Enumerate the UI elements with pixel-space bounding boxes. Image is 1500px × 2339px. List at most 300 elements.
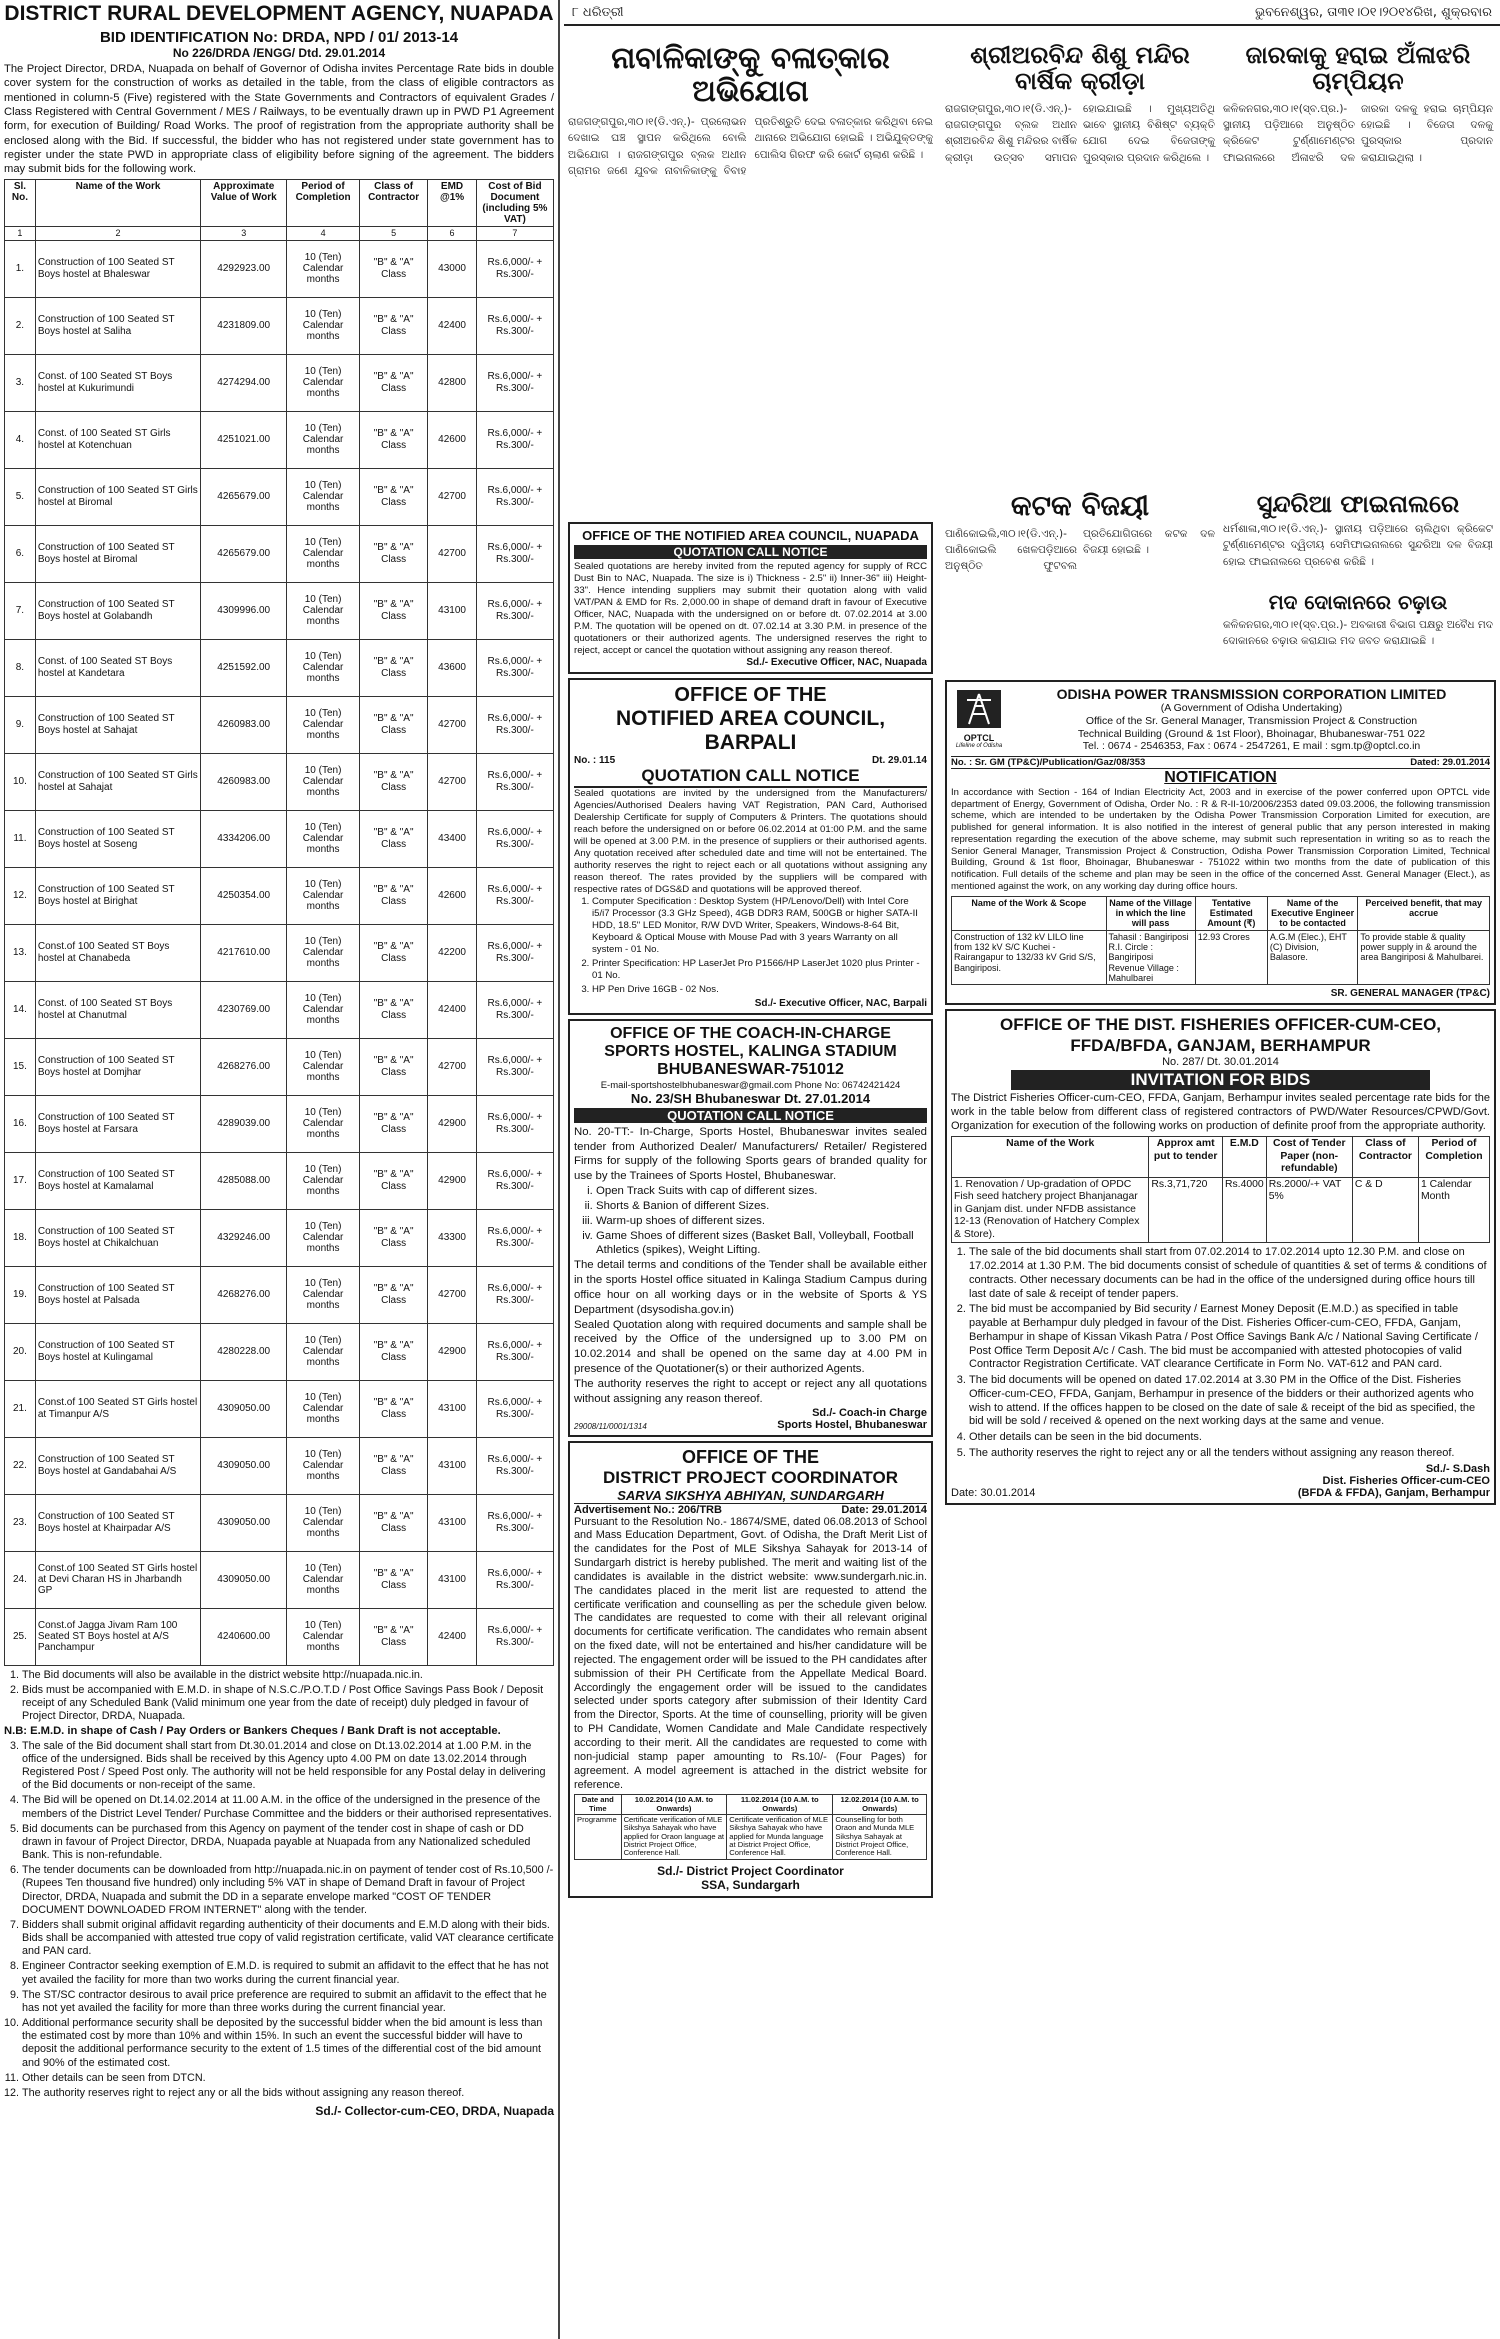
table-cell: Construction of 100 Seated ST Boys hostel at Domjhar bbox=[35, 1038, 200, 1095]
table-cell: "B" & "A" Class bbox=[359, 297, 427, 354]
table-cell: 4240600.00 bbox=[201, 1608, 287, 1665]
table-cell: Rs.6,000/- + Rs.300/- bbox=[476, 354, 553, 411]
table-colnum-cell: 7 bbox=[476, 227, 553, 240]
table-row bbox=[5, 1209, 554, 1266]
table-cell: Tahasil : Bangiriposi R.I. Circle : Bangiriposi Revenue Village : Mahulbarei bbox=[1106, 930, 1195, 985]
fish-notes bbox=[951, 1246, 1490, 1460]
table-cell: Construction of 100 Seated ST Girls hostel at Biromal bbox=[35, 468, 200, 525]
table-cell: 4289039.00 bbox=[201, 1095, 287, 1152]
table-cell: Rs.6,000/- + Rs.300/- bbox=[476, 867, 553, 924]
table-cell: Construction of 100 Seated ST Boys hostel at Birighat bbox=[35, 867, 200, 924]
table-cell: 10 (Ten) Calendar months bbox=[287, 468, 360, 525]
table-cell: Rs.6,000/- + Rs.300/- bbox=[476, 1209, 553, 1266]
table-cell: 10 (Ten) Calendar months bbox=[287, 1038, 360, 1095]
table-cell: 19. bbox=[5, 1266, 36, 1323]
fisheries-notice bbox=[945, 1009, 1496, 1504]
table-cell: 13. bbox=[5, 924, 36, 981]
table-cell: 43300 bbox=[428, 1209, 477, 1266]
table-cell: Rs.6,000/- + Rs.300/- bbox=[476, 1323, 553, 1380]
table-cell: 4217610.00 bbox=[201, 924, 287, 981]
drda-title: DISTRICT RURAL DEVELOPMENT AGENCY, NUAPADA bbox=[4, 2, 554, 25]
table-cell: 4268276.00 bbox=[201, 1038, 287, 1095]
news-headline-school-sports: ଶ୍ରୀଅରବିନ୍ଦ ଶିଶୁ ମନ୍ଦିର ବାର୍ଷିକ କ୍ରୀଡ଼ା bbox=[970, 41, 1190, 96]
table-header-cell: Class of Contractor bbox=[359, 179, 427, 227]
table-cell: 42900 bbox=[428, 1323, 477, 1380]
table-cell: Tentative Estimated Amount (₹) bbox=[1195, 896, 1267, 930]
table-cell: 43600 bbox=[428, 639, 477, 696]
nac-barpali-no: No. : 115 bbox=[574, 754, 616, 766]
table-cell: Rs.6,000/- + Rs.300/- bbox=[476, 468, 553, 525]
table-cell: 42600 bbox=[428, 411, 477, 468]
table-cell: 8. bbox=[5, 639, 36, 696]
table-cell: Rs.6,000/- + Rs.300/- bbox=[476, 582, 553, 639]
table-cell: Cost of Tender Paper (non-refundable) bbox=[1266, 1137, 1352, 1177]
table-cell: Name of the Village in which the line will pass bbox=[1106, 896, 1195, 930]
optcl-logo-tagline: Lifeline of Odisha bbox=[955, 742, 1003, 749]
table-cell: 4334206.00 bbox=[201, 810, 287, 867]
sports-sign2: Sports Hostel, Bhubaneswar bbox=[777, 1418, 927, 1431]
table-cell: Const.of 100 Seated ST Girls hostel at Timanpur A/S bbox=[35, 1380, 200, 1437]
fish-title2: FFDA/BFDA, GANJAM, BERHAMPUR bbox=[1070, 1035, 1371, 1055]
table-cell: Const. of 100 Seated ST Girls hostel at Kotenchuan bbox=[35, 411, 200, 468]
table-cell: 12.93 Crores bbox=[1195, 930, 1267, 985]
sports-title2: SPORTS HOSTEL, KALINGA STADIUM bbox=[604, 1043, 897, 1060]
table-colnum-cell: 1 bbox=[5, 227, 36, 240]
table-colnum-row bbox=[5, 227, 554, 240]
table-cell: Approx amt put to tender bbox=[1149, 1137, 1223, 1177]
table-cell: Rs.6,000/- + Rs.300/- bbox=[476, 1095, 553, 1152]
list-item: 5. Bid documents can be purchased from this Agency on payment of the tender cost in shape of cash or DD drawn in favour of Project Director, DRDA, Nuapada payable at Nuapada from any Nationalized scheduled Bank. This is non-refundable. bbox=[22, 1823, 554, 1863]
table-cell: 5. bbox=[5, 468, 36, 525]
optcl-dated: Dated: 29.01.2014 bbox=[1410, 756, 1490, 768]
table-cell: 42700 bbox=[428, 1038, 477, 1095]
table-cell: Rs.6,000/- + Rs.300/- bbox=[476, 1152, 553, 1209]
table-cell: Construction of 100 Seated ST Boys hostel at Khairpadar A/S bbox=[35, 1494, 200, 1551]
table-cell: 4265679.00 bbox=[201, 468, 287, 525]
table-cell: 10.02.2014 (10 A.M. to Onwards) bbox=[621, 1795, 727, 1815]
table-header-row bbox=[5, 179, 554, 227]
drda-tender-notice bbox=[0, 0, 560, 2339]
list-item: 10. Additional performance security shall be deposited by the successful bidder when the bid amount is less than the estimated cost by more than 10% and within 15%. In such an event the successful bidder will have to deposit the additional performance security to the extent of 1.5 times of the differential cost of the bid amount and 90% of the estimated cost. bbox=[22, 2017, 554, 2070]
nac-nuapada-sign: Sd./- Executive Officer, NAC, Nuapada bbox=[746, 656, 927, 668]
table-cell: 42700 bbox=[428, 696, 477, 753]
nac-nuapada-notice bbox=[568, 522, 933, 674]
drda-intro: The Project Director, DRDA, Nuapada on behalf of Governor of Odisha invites Percentage Rate bids in double cover system for the construction of works as detailed in the table, from the class of eligible contractors as mentioned in column-5 (Five) registered with the State Governments and Contractors of equivalent Grades / Class Registered with Central Government / MES / Railways, to be eventually drawn up in PWD P1 Agreement form, for execution of Building/ Road Works. The proof of registration from the appropriate authority shall be enclosed along with the Bid. If successful, the bidder who has not registered under state government has to register under the state PWD in appropriate class of eligibility before signing of the agreement. The bidders may submit bids for the following work. bbox=[4, 63, 554, 176]
table-cell: "B" & "A" Class bbox=[359, 810, 427, 867]
news-body-rape: ରାଜଗଙ୍ଗପୁର,୩୦।୧(ଡି.ଏନ୍.)- ପ୍ରଲୋଭନ ଦେଖାଇ ଘଞ୍ଚ ସ୍ଥାପନ କରିଥିଲେ ବୋଲି ଅଭିଯୋଗ । ରାଜଗଙ୍ଗପୁର ବ୍ଲକ ଅଧୀନ ଗ୍ରାମର ଜଣେ ଯୁବକ ନାବାଳିକାଙ୍କୁ ବିବାହ ପ୍ରତିଶ୍ରୁତି ଦେଇ ବଳାତ୍କାର କରିଥିବା ନେଇ ଥାନାରେ ଅଭିଯୋଗ ହୋଇଛି । ଅଭିଯୁକ୍ତଙ୍କୁ ପୋଲିସ ଗିରଫ କରି କୋର୍ଟ ଚାଲାଣ କରିଛି । bbox=[568, 116, 933, 177]
table-cell: 4292923.00 bbox=[201, 240, 287, 297]
fish-sign3: (BFDA & FFDA), Ganjam, Berhampur bbox=[1297, 1486, 1490, 1499]
table-cell: 20. bbox=[5, 1323, 36, 1380]
table-cell: Rs.6,000/- + Rs.300/- bbox=[476, 1380, 553, 1437]
optcl-table-row bbox=[952, 930, 1490, 985]
table-cell: "B" & "A" Class bbox=[359, 240, 427, 297]
list-item: ii. Shorts & Banion of different Sizes. bbox=[596, 1199, 927, 1214]
table-cell: 10 (Ten) Calendar months bbox=[287, 1380, 360, 1437]
table-cell: Const.of Jagga Jivam Ram 100 Seated ST Boys hostel at A/S Panchampur bbox=[35, 1608, 200, 1665]
table-cell: Construction of 100 Seated ST Boys hostel at Palsada bbox=[35, 1266, 200, 1323]
sports-ref: No. 23/SH Bhubaneswar Dt. 27.01.2014 bbox=[630, 1090, 871, 1106]
table-cell: 2. bbox=[5, 297, 36, 354]
sports-body3: Sealed Quotation along with required documents and sample shall be received by the Office of the undersigned up to 3.00 PM on 10.02.2014 and shall be opened on the same day at 4.00 PM in presence of the Quotationer(s) or their authorized Agents. bbox=[574, 1318, 927, 1376]
table-cell: Rs.6,000/- + Rs.300/- bbox=[476, 525, 553, 582]
sports-sign1: Sd./- Coach-in Charge bbox=[812, 1406, 927, 1419]
optcl-sub: (A Government of Odisha Undertaking) bbox=[1160, 702, 1343, 715]
table-cell: 15. bbox=[5, 1038, 36, 1095]
optcl-title: ODISHA POWER TRANSMISSION CORPORATION LIMITED bbox=[1056, 685, 1447, 702]
table-cell: 7. bbox=[5, 582, 36, 639]
optcl-body: In accordance with Section - 164 of Indian Electricity Act, 2003 and in exercise of the power conferred upon OPTCL vide department of Energy, Government of Odisha, Order No. : R & R-II-10/2006/2353 dated 09.03.2006, the following transmission scheme, which are intended to be undertaken by the Odisha Power Transmission Corporation Limited for execution, are published for general information. It is also notified in the interest of general public that any person interested in making representation regarding the execution of the above scheme, may submit such representation in writing so as to reach the Senior General Manager, Transmission Project & Construction, Odisha Power Transmission Corporation Limited, Technical Building, Ground & 1st floor, Bhoinagar, Bhubaneswar - 751022 within two months from the date of publication of this notification. Full details of the scheme and plan may be seen in the office of the concerned Asst. General Manager (Elect.), as mentioned against the work, on any working day during office hours. bbox=[951, 786, 1490, 892]
table-cell: 11. bbox=[5, 810, 36, 867]
table-cell: 4251021.00 bbox=[201, 411, 287, 468]
table-cell: Construction of 132 kV LILO line from 132 kV S/C Kuchei - Rairangapur to 132/33 kV Grid S/S, Bangiriposi. bbox=[952, 930, 1107, 985]
dpc-body: Pursuant to the Resolution No.- 18674/SME, dated 06.08.2013 of School and Mass Education Department, Govt. of Odisha, the Draft Merit List of the candidates for the Post of MLE Sikshya Sahayak for 2013-14 of Sundargarh district is hereby published. The merit and waiting list of the candidates is available in the district website: www.sundergarh.nic.in. The candidates placed in the merit list are requested to attend the certificate verification and counselling as per the schedule given below. The candidates are requested to come with their all relevant original documents for certificate verification. The candidates who remain absent on the fixed date, will not be entertained and his/her candidature will be rejected. The engagement order will be issued to the PH candidates after submission of their PH Certificate from the Appellate Medical Board. Accordingly the engagement order will be issued to the candidates selected under sports category after submission of their Identity Card from the Director, Sports. At the time of counselling, priority will be given to PH Candidate, Women Candidate and Male Candidate respectively according to their merit. All the candidates are requested to come with non-judicial stamp paper amounting to Rs.10/- (Four Pages) for agreement. A model agreement is attached in the district website for reference. bbox=[574, 1515, 927, 1791]
table-cell: 10 (Ten) Calendar months bbox=[287, 411, 360, 468]
fish-date: Date: 30.01.2014 bbox=[951, 1486, 1036, 1499]
list-item: 3. The bid documents will be opened on dated 17.02.2014 at 3.30 PM in the Office of the Dist. Fisheries Officer-cum-CEO, FFDA, Ganjam, Berhampur in presence of the bidders or their authorized agents who wish to attend. If the offices happen to be closed on the date of sale & receipt of the bid as specified, the bid will be sold / received & opened on the next working days at the same and venue. bbox=[969, 1374, 1490, 1429]
news-headline-liquor: ମଦ ଦୋକାନରେ ଚଢ଼ାଉ bbox=[1268, 590, 1448, 615]
nac-barpali-dt: Dt. 29.01.14 bbox=[871, 754, 927, 766]
optcl-no: No. : Sr. GM (TP&C)/Publication/Gaz/08/353 bbox=[951, 756, 1146, 768]
table-cell: A.G.M (Elec.), EHT (C) Division, Balasore. bbox=[1267, 930, 1358, 985]
fish-sign1: Sd./- S.Dash bbox=[1425, 1462, 1490, 1475]
table-cell: Counselling for both Oraon and Munda MLE Sikshya Sahayak at District Project Office, Conference Hall. bbox=[833, 1815, 927, 1860]
table-cell: Construction of 100 Seated ST Girls hostel at Sahajat bbox=[35, 753, 200, 810]
nac-barpali-items bbox=[574, 896, 927, 996]
dpc-date: Date: 29.01.2014 bbox=[841, 1503, 927, 1516]
table-cell: 10 (Ten) Calendar months bbox=[287, 525, 360, 582]
table-cell: Programme bbox=[575, 1815, 622, 1860]
table-row bbox=[5, 1038, 554, 1095]
table-cell: 42900 bbox=[428, 1152, 477, 1209]
table-row bbox=[5, 354, 554, 411]
table-header-cell: Cost of Bid Document (including 5% VAT) bbox=[476, 179, 553, 227]
list-item: 4. The Bid will be opened on Dt.14.02.2014 at 11.00 A.M. in the office of the undersigned in the presence of the members of the District Level Tender/ Purchase Committee and the bidders or their authorised representatives. bbox=[22, 1794, 554, 1820]
table-cell: 43100 bbox=[428, 1551, 477, 1608]
nac-barpali-subtitle: QUOTATION CALL NOTICE bbox=[574, 766, 927, 788]
news-body-champion: କଳିକନଗର,୩୦।୧(ସ୍ବ.ପ୍ର.)- ସ୍ଥାନୀୟ ପଡ଼ିଆରେ ଅନୁଷ୍ଠିତ କ୍ରିକେଟ ଟୁର୍ଣ୍ଣାମେଣ୍ଟର ଫାଇନାଲରେ ଅଁଳାଝରି ଦଳ ଜାରକା ଦଳକୁ ହରାଇ ଚାମ୍ପିୟନ ହୋଇଛି । ବିଜେତା ଦଳକୁ ପୁରସ୍କାର ପ୍ରଦାନ କରାଯାଇଥିଲା । bbox=[1223, 102, 1493, 164]
list-item: 8. Engineer Contractor seeking exemption of E.M.D. is required to submit an affidavit to the effect that he has not yet availed the facility for more than two works during the current financial year. bbox=[22, 1960, 554, 1986]
table-cell: "B" & "A" Class bbox=[359, 1608, 427, 1665]
list-item: 1. The sale of the bid documents shall start from 07.02.2014 to 17.02.2014 upto 12.30 P.M. and close on 17.02.2014 at 1.30 P.M. The bid documents consist of schedule of quantities & set of terms & conditions of contracts. Other necessary documents can be had in the office of the undersigned during office hours till last date of sale & receipt of tender papers. bbox=[969, 1246, 1490, 1301]
table-cell: 43400 bbox=[428, 810, 477, 867]
table-cell: Rs.6,000/- + Rs.300/- bbox=[476, 924, 553, 981]
optcl-heading: NOTIFICATION bbox=[1164, 768, 1277, 786]
table-cell: 10 (Ten) Calendar months bbox=[287, 1494, 360, 1551]
table-cell: 14. bbox=[5, 981, 36, 1038]
optcl-table bbox=[951, 896, 1490, 986]
optcl-notification bbox=[945, 680, 1496, 1006]
table-cell: Rs.6,000/- + Rs.300/- bbox=[476, 639, 553, 696]
table-cell: 42700 bbox=[428, 525, 477, 582]
table-cell: "B" & "A" Class bbox=[359, 468, 427, 525]
table-cell: "B" & "A" Class bbox=[359, 753, 427, 810]
table-cell: Construction of 100 Seated ST Boys hostel at Saliha bbox=[35, 297, 200, 354]
list-item: 3. The sale of the Bid document shall start from Dt.30.01.2014 and close on Dt.13.02.2014 at 1.00 P.M. in the office of the undersigned. Bids shall be received by this Agency upto 4.00 PM on date 13.02.2014 through Registered Post / Speed Post only. The authority will not be held responsible for any Postal delay in delivering of the Bid documents or non-receipt of the same. bbox=[22, 1740, 554, 1793]
optcl-table-header bbox=[952, 896, 1490, 930]
table-row bbox=[5, 1437, 554, 1494]
table-cell: Name of the Executive Engineer to be contacted bbox=[1267, 896, 1358, 930]
table-row bbox=[5, 1551, 554, 1608]
table-cell: "B" & "A" Class bbox=[359, 1551, 427, 1608]
list-item: 11. Other details can be seen from DTCN. bbox=[22, 2072, 554, 2085]
list-item: 4. Other details can be seen in the bid documents. bbox=[969, 1431, 1490, 1445]
news-headline-champion: ଜାରକାକୁ ହରାଇ ଅଁଳାଝରି ଚାମ୍ପିୟନ bbox=[1245, 41, 1471, 96]
table-row bbox=[5, 468, 554, 525]
table-cell: 10 (Ten) Calendar months bbox=[287, 867, 360, 924]
table-cell: 4309050.00 bbox=[201, 1380, 287, 1437]
list-item: 1. Computer Specification : Desktop System (HP/Lenovo/Dell) with Intel Core i5/i7 Processor (3.3 GHz Speed), 4GB DDR3 RAM, 500GB or higher SATA-II HDD, 18.5" LED Monitor, R/W DVD Writer, Speakers, Windows-8-64 Bit, Keyboard & Optical Mouse with Mouse Pad with 3 years Warranty on all system - 01 No. bbox=[592, 896, 927, 956]
table-cell: "B" & "A" Class bbox=[359, 1152, 427, 1209]
table-cell: 10 (Ten) Calendar months bbox=[287, 696, 360, 753]
table-cell: 43100 bbox=[428, 1494, 477, 1551]
news-headline-final: ସୁନ୍ଦରିଆ ଫାଇନାଲରେ bbox=[1256, 489, 1460, 518]
table-cell: 10 (Ten) Calendar months bbox=[287, 753, 360, 810]
table-cell: Rs.6,000/- + Rs.300/- bbox=[476, 810, 553, 867]
table-row bbox=[5, 867, 554, 924]
table-cell: Rs.6,000/- + Rs.300/- bbox=[476, 1437, 553, 1494]
nac-nuapada-title: OFFICE OF THE NOTIFIED AREA COUNCIL, NUAPADA bbox=[582, 528, 919, 543]
news-headline-cuttack: କଟକ ବିଜୟୀ bbox=[1010, 488, 1150, 522]
list-item: 6. The tender documents can be downloaded from http://nuapada.nic.in on payment of tender cost of Rs.10,500 /- (Rupees Ten thousand five hundred) only including 5% VAT in shape of Demand Draft in favour of Project Director, DRDA, Nuapada and submit the DD in a separate envelope marked "COST OF TENDER DOCUMENT DOWNLOADED FROM INTERNET" along with the tender. bbox=[22, 1864, 554, 1917]
sports-body4: The authority reserves the right to accept or reject any all quotations without assigning any reason thereof. bbox=[574, 1377, 927, 1405]
edition-date: ଭୁବନେଶ୍ୱର, ତା୩୧।୦୧।୨୦୧୪ରିଖ, ଶୁକ୍ରବାର bbox=[1254, 4, 1492, 20]
table-cell: 42400 bbox=[428, 297, 477, 354]
transmission-tower-icon bbox=[957, 690, 1001, 728]
table-cell: 4260983.00 bbox=[201, 696, 287, 753]
table-cell: C & D bbox=[1352, 1177, 1418, 1242]
table-cell: Const.of 100 Seated ST Boys hostel at Chanabeda bbox=[35, 924, 200, 981]
fish-title1: OFFICE OF THE DIST. FISHERIES OFFICER-CUM-CEO, bbox=[999, 1015, 1442, 1035]
table-cell: Rs.6,000/- + Rs.300/- bbox=[476, 1494, 553, 1551]
drda-bid-id: BID IDENTIFICATION No: DRDA, NPD / 01/ 2013-14 bbox=[99, 29, 459, 47]
table-cell: "B" & "A" Class bbox=[359, 1038, 427, 1095]
table-cell: Rs.6,000/- + Rs.300/- bbox=[476, 1551, 553, 1608]
table-cell: "B" & "A" Class bbox=[359, 354, 427, 411]
fish-table-row bbox=[952, 1177, 1490, 1242]
table-cell: 10 (Ten) Calendar months bbox=[287, 1152, 360, 1209]
sports-title3: BHUBANESWAR-751012 bbox=[657, 1061, 844, 1079]
table-body bbox=[5, 240, 554, 1665]
table-header-cell: Approximate Value of Work bbox=[201, 179, 287, 227]
table-cell: Rs.6,000/- + Rs.300/- bbox=[476, 981, 553, 1038]
table-row bbox=[5, 981, 554, 1038]
dpc-sundargarh-notice bbox=[568, 1441, 933, 1898]
fish-table bbox=[951, 1136, 1490, 1243]
table-cell: Construction of 100 Seated ST Boys hostel at Chikalchuan bbox=[35, 1209, 200, 1266]
table-cell: Certificate verification of MLE Sikshya Sahayak who have applied for Oraon language at District Project Office, Conference Hall. bbox=[621, 1815, 727, 1860]
table-cell: 43000 bbox=[428, 240, 477, 297]
table-cell: 4230769.00 bbox=[201, 981, 287, 1038]
table-row bbox=[5, 924, 554, 981]
table-cell: "B" & "A" Class bbox=[359, 924, 427, 981]
table-row bbox=[5, 240, 554, 297]
fish-sign2: Dist. Fisheries Officer-cum-CEO bbox=[1322, 1474, 1490, 1487]
table-row bbox=[5, 1152, 554, 1209]
table-cell: Rs.2000/-+ VAT 5% bbox=[1266, 1177, 1352, 1242]
table-cell: 10 (Ten) Calendar months bbox=[287, 1323, 360, 1380]
dpc-title3: SARVA SIKSHYA ABHIYAN, SUNDARGARH bbox=[574, 1488, 927, 1504]
table-cell: 4250354.00 bbox=[201, 867, 287, 924]
list-item: 12. The authority reserves right to reject any or all the bids without assigning any reason thereof. bbox=[22, 2087, 554, 2100]
table-cell: Rs.6,000/- + Rs.300/- bbox=[476, 1038, 553, 1095]
table-cell: "B" & "A" Class bbox=[359, 696, 427, 753]
drda-notes-continued bbox=[4, 1740, 554, 2100]
table-cell: 42900 bbox=[428, 1095, 477, 1152]
table-cell: Construction of 100 Seated ST Boys hostel at Farsara bbox=[35, 1095, 200, 1152]
table-cell: Class of Contractor bbox=[1352, 1137, 1418, 1177]
middle-column bbox=[564, 0, 937, 2339]
table-cell: Rs.6,000/- + Rs.300/- bbox=[476, 1608, 553, 1665]
table-cell: 4231809.00 bbox=[201, 297, 287, 354]
table-cell: 12.02.2014 (10 A.M. to Onwards) bbox=[833, 1795, 927, 1815]
table-cell: 23. bbox=[5, 1494, 36, 1551]
table-cell: 4268276.00 bbox=[201, 1266, 287, 1323]
table-cell: 4285088.00 bbox=[201, 1152, 287, 1209]
sports-items bbox=[574, 1184, 927, 1258]
table-cell: 10 (Ten) Calendar months bbox=[287, 297, 360, 354]
table-cell: Date and Time bbox=[575, 1795, 622, 1815]
table-cell: 42600 bbox=[428, 867, 477, 924]
table-cell: Construction of 100 Seated ST Boys hostel at Golabandh bbox=[35, 582, 200, 639]
table-cell: 17. bbox=[5, 1152, 36, 1209]
table-cell: 4265679.00 bbox=[201, 525, 287, 582]
table-cell: Rs.6,000/- + Rs.300/- bbox=[476, 696, 553, 753]
drda-signature: Sd./- Collector-cum-CEO, DRDA, Nuapada bbox=[315, 2104, 554, 2119]
sports-body2: The detail terms and conditions of the Tender shall be available either in the sports Hostel office situated in Kalinga Stadium Campus during office hour on all working days or in the website of Sports & YS Department (dsysodisha.gov.in) bbox=[574, 1259, 927, 1316]
nac-barpali-notice bbox=[568, 678, 933, 1015]
table-cell: 4260983.00 bbox=[201, 753, 287, 810]
table-row bbox=[5, 582, 554, 639]
table-row bbox=[5, 297, 554, 354]
table-cell: Construction of 100 Seated ST Boys hostel at Bhaleswar bbox=[35, 240, 200, 297]
table-cell: 9. bbox=[5, 696, 36, 753]
table-cell: "B" & "A" Class bbox=[359, 867, 427, 924]
page-number: ୮ ଧରିତ୍ରୀ bbox=[572, 4, 624, 20]
drda-nb: N.B: E.M.D. in shape of Cash / Pay Orders or Bankers Cheques / Bank Draft is not acceptable. bbox=[4, 1725, 501, 1738]
table-cell: Name of the Work & Scope bbox=[952, 896, 1107, 930]
optcl-logo-text: OPTCL bbox=[963, 732, 995, 743]
table-cell: 1 Calendar Month bbox=[1418, 1177, 1489, 1242]
table-cell: Perceived benefit, that may accrue bbox=[1358, 896, 1490, 930]
table-cell: Construction of 100 Seated ST Boys hostel at Soseng bbox=[35, 810, 200, 867]
dpc-schedule-row bbox=[575, 1815, 927, 1860]
list-item: iii. Warm-up shoes of different sizes. bbox=[596, 1214, 927, 1229]
table-cell: Rs.3,71,720 bbox=[1149, 1177, 1223, 1242]
table-row bbox=[5, 1266, 554, 1323]
list-item: 5. The authority reserves the right to reject any or all the tenders without assigning any reason thereof. bbox=[969, 1447, 1490, 1461]
table-cell: 42700 bbox=[428, 1266, 477, 1323]
list-item: 1. The Bid documents will also be available in the district website http://nuapada.nic.in. bbox=[22, 1669, 554, 1682]
dpc-title2: DISTRICT PROJECT COORDINATOR bbox=[603, 1467, 898, 1487]
table-cell: Const. of 100 Seated ST Boys hostel at Kukurimundi bbox=[35, 354, 200, 411]
table-colnum-cell: 6 bbox=[428, 227, 477, 240]
table-cell: 4280228.00 bbox=[201, 1323, 287, 1380]
table-cell: Construction of 100 Seated ST Boys hostel at Kulingamal bbox=[35, 1323, 200, 1380]
optcl-tel: Tel. : 0674 - 2546353, Fax : 0674 - 2547261, E mail : sgm.tp@optcl.co.in bbox=[1082, 740, 1421, 753]
table-row bbox=[5, 696, 554, 753]
dpc-adv: Advertisement No.: 206/TRB bbox=[574, 1503, 722, 1516]
table-cell: Rs.6,000/- + Rs.300/- bbox=[476, 1266, 553, 1323]
table-cell: 4309050.00 bbox=[201, 1437, 287, 1494]
list-item: i. Open Track Suits with cap of different sizes. bbox=[596, 1184, 927, 1199]
table-cell: 12. bbox=[5, 867, 36, 924]
list-item: 3. HP Pen Drive 16GB - 02 Nos. bbox=[592, 984, 927, 996]
table-cell: Construction of 100 Seated ST Boys hostel at Kamalamal bbox=[35, 1152, 200, 1209]
table-cell: "B" & "A" Class bbox=[359, 1494, 427, 1551]
table-cell: Rs.6,000/- + Rs.300/- bbox=[476, 753, 553, 810]
fish-no: No. 287/ Dt. 30.01.2014 bbox=[1162, 1056, 1279, 1069]
list-item: 7. Bidders shall submit original affidavit regarding authenticity of their documents and E.M.D along with their bids. Bids shall be accompanied with attested true copy of valid registration certificate, valid VAT clearance certificate and PAN card. bbox=[22, 1919, 554, 1959]
table-cell: Rs.6,000/- + Rs.300/- bbox=[476, 411, 553, 468]
nac-nuapada-body: Sealed quotations are hereby invited from the reputed agency for supply of RCC Dust Bin to NAC, Nuapada. The size is i) Thickness - 2.5" ii) Inner-36" iii) Height-33". Hence intending suppliers may submit their quotation along with valid VAT/PAN & EMD for Rs. 2,000.00 in shape of demand draft in favour of Executive Officer, NAC, Nuapada with the undersigned on or before dt. 07.02.2014 at 3.00 P.M. The quotation will be opened on dt. 07.02.14 at 3.30 P.M. in presence of the quotationers or their authorized agents. The undersigned reserves the right to reject, accept or cancel the quotation without assigning any reason thereof. bbox=[574, 561, 927, 656]
sports-hostel-notice bbox=[568, 1019, 933, 1437]
table-cell: 43100 bbox=[428, 582, 477, 639]
table-cell: "B" & "A" Class bbox=[359, 582, 427, 639]
table-cell: Name of the Work bbox=[952, 1137, 1149, 1177]
dpc-schedule-table bbox=[574, 1794, 927, 1859]
table-cell: Construction of 100 Seated ST Boys hostel at Sahajat bbox=[35, 696, 200, 753]
table-cell: 10 (Ten) Calendar months bbox=[287, 1551, 360, 1608]
drda-works-table bbox=[4, 179, 554, 1666]
table-cell: 4329246.00 bbox=[201, 1209, 287, 1266]
table-cell: 4274294.00 bbox=[201, 354, 287, 411]
news-body-final: ଧର୍ମଶାଳା,୩୦।୧(ଡି.ଏନ୍.)- ସ୍ଥାନୀୟ ପଡ଼ିଆରେ ଚାଲିଥିବା କ୍ରିକେଟ ଟୁର୍ଣ୍ଣାମେଣ୍ଟର ଦ୍ୱିତୀୟ ସେମିଫାଇନାଲରେ ସୁନ୍ଦରିଆ ଦଳ ବିଜୟୀ ହୋଇ ଫାଇନାଲରେ ପ୍ରବେଶ କରିଛି । bbox=[1223, 523, 1493, 568]
table-cell: Const.of 100 Seated ST Girls hostel at Devi Charan HS in Jharbandh GP bbox=[35, 1551, 200, 1608]
table-cell: 18. bbox=[5, 1209, 36, 1266]
table-cell: To provide stable & quality power supply in & around the area Bangiriposi & Mahulbarei. bbox=[1358, 930, 1490, 985]
table-cell: 11.02.2014 (10 A.M. to Onwards) bbox=[727, 1795, 833, 1815]
table-cell: 43100 bbox=[428, 1380, 477, 1437]
table-cell: 10 (Ten) Calendar months bbox=[287, 1095, 360, 1152]
optcl-addr1: Office of the Sr. General Manager, Transmission Project & Construction bbox=[1085, 714, 1418, 727]
table-row bbox=[5, 639, 554, 696]
table-cell: 10 (Ten) Calendar months bbox=[287, 354, 360, 411]
table-cell: Rs.4000 bbox=[1222, 1177, 1266, 1242]
table-cell: "B" & "A" Class bbox=[359, 411, 427, 468]
table-cell: 10 (Ten) Calendar months bbox=[287, 1608, 360, 1665]
table-cell: 42400 bbox=[428, 1608, 477, 1665]
table-cell: "B" & "A" Class bbox=[359, 981, 427, 1038]
table-cell: 42700 bbox=[428, 753, 477, 810]
table-cell: "B" & "A" Class bbox=[359, 1323, 427, 1380]
table-cell: Const. of 100 Seated ST Boys hostel at Chanutmal bbox=[35, 981, 200, 1038]
table-cell: 21. bbox=[5, 1380, 36, 1437]
table-cell: "B" & "A" Class bbox=[359, 1266, 427, 1323]
table-row bbox=[5, 1323, 554, 1380]
table-cell: 42800 bbox=[428, 354, 477, 411]
sports-title1: OFFICE OF THE COACH-IN-CHARGE bbox=[610, 1024, 891, 1042]
sports-body: No. 20-TT:- In-Charge, Sports Hostel, Bhubaneswar invites sealed tender from Authorized Dealer/ Manufacturers/ Retailer/ Registered Firms for supply of the following Sports gears of branded quality for use by the Trainees of Sports Hostel, Bhubaneswar. bbox=[574, 1125, 927, 1183]
table-cell: "B" & "A" Class bbox=[359, 639, 427, 696]
list-item: 2. Bids must be accompanied with E.M.D. in shape of N.S.C./P.O.T.D / Post Office Savings Pass Book / Deposit receipt of any Scheduled Bank (Valid minimum one year from the date of receipt) duly pledged in favour of Project Director, DRDA, Nuapada. bbox=[22, 1684, 554, 1724]
table-cell: 10 (Ten) Calendar months bbox=[287, 810, 360, 867]
table-row bbox=[5, 411, 554, 468]
table-cell: 4309050.00 bbox=[201, 1494, 287, 1551]
table-cell: E.M.D bbox=[1222, 1137, 1266, 1177]
dpc-title1: OFFICE OF THE bbox=[682, 1446, 819, 1467]
news-body-school-sports: ରାଜଗଙ୍ଗପୁର,୩୦।୧(ଡି.ଏନ୍.)- ରାଜଗଙ୍ଗପୁର ବ୍ଲକ ଅଧୀନ ଶ୍ରୀଅରବିନ୍ଦ ଶିଶୁ ମନ୍ଦିରର ବାର୍ଷିକ କ୍ରୀଡ଼ା ଉତ୍ସବ ସମାପନ ହୋଇଯାଇଛି । ମୁଖ୍ୟଅତିଥି ଭାବେ ସ୍ଥାନୀୟ ବିଶିଷ୍ଟ ବ୍ୟକ୍ତି ଯୋଗ ଦେଇ ବିଜେତାଙ୍କୁ ପୁରସ୍କାର ପ୍ରଦାନ କରିଥିଲେ । bbox=[945, 102, 1215, 164]
table-colnum-cell: 4 bbox=[287, 227, 360, 240]
sports-code: 29008/11/0001/1314 bbox=[574, 1421, 647, 1431]
table-header-cell: Sl. No. bbox=[5, 179, 36, 227]
table-cell: Period of Completion bbox=[1418, 1137, 1489, 1177]
table-row bbox=[5, 525, 554, 582]
table-row bbox=[5, 1095, 554, 1152]
sports-contact: E-mail-sportshostelbhubaneswar@gmail.com Phone No: 06742421424 bbox=[600, 1079, 901, 1091]
list-item: 2. The bid must be accompanied by Bid security / Earnest Money Deposit (E.M.D.) as specified in table payable at Berhampur duly pledged in favour of the Dist. Fisheries Officer-cum-CEO, FFDA, Ganjam, Berhampur in shape of Kissan Vikash Patra / Post Office Savings Bank A/c / National Saving Certificate / Post Office Term Deposit A/c / Cash. The bid must be accompanied with attested photocopies of valid Contractor Registration Certificate. VAT clearance Certificate in Form No. VAT-612 and PAN card. bbox=[969, 1303, 1490, 1372]
table-cell: 3. bbox=[5, 354, 36, 411]
